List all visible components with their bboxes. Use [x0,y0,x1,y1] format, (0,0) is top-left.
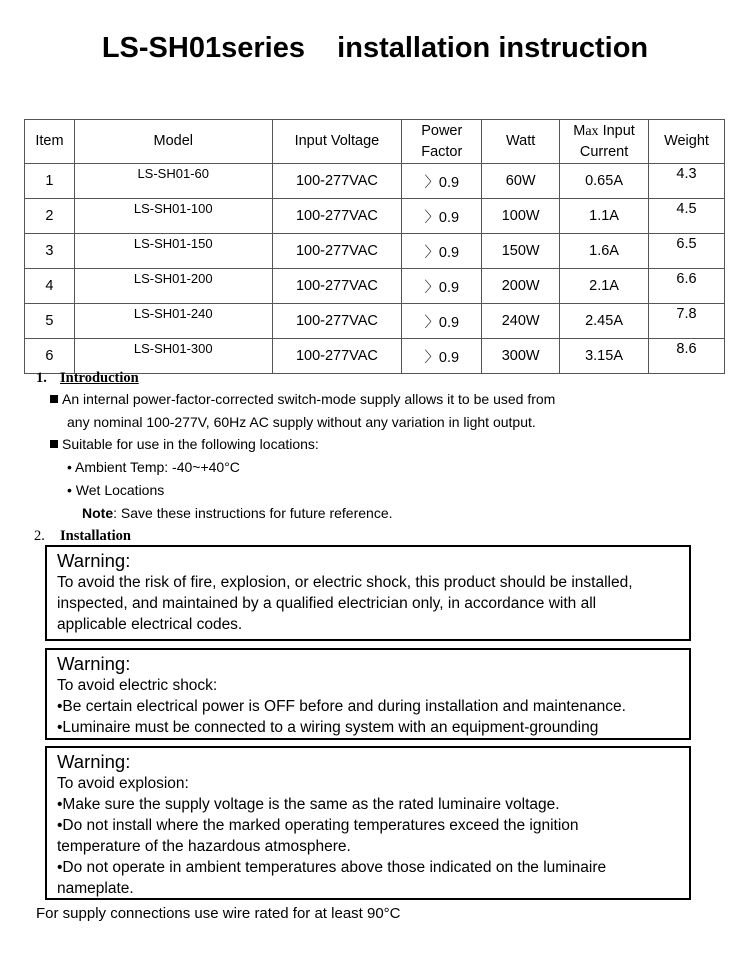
cell-watt: 200W [482,269,560,304]
intro-paragraph-2: Suitable for use in the following locations: [50,436,319,452]
cell-current: 2.45A [560,304,649,339]
cell-item: 4 [25,269,75,304]
warning-line: •Do not install where the marked operating temperatures exceed the ignition [57,817,579,834]
cell-voltage: 100-277VAC [272,234,402,269]
bullet-dot-icon: • [67,459,72,475]
footer-note: For supply connections use wire rated for at least 90°C [36,905,401,922]
cell-power-factor: 〉0.9 [402,339,482,374]
note-line: Note: Save these instructions for future reference. [82,505,393,521]
warning-line: •Luminaire must be connected to a wiring system with an equipment-grounding [57,719,599,736]
warning-box-fire [45,545,691,641]
header-weight: Weight [649,120,725,164]
introduction-heading: 1. Introduction [36,370,139,386]
cell-watt: 240W [482,304,560,339]
cell-voltage: 100-277VAC [272,269,402,304]
cell-model: LS-SH01-150 [74,234,272,269]
intro-paragraph-1-cont: any nominal 100-277V, 60Hz AC supply without any variation in light output. [67,414,536,430]
cell-current: 2.1A [560,269,649,304]
cell-watt: 300W [482,339,560,374]
table-row [25,304,725,339]
warning-line: nameplate. [57,880,134,897]
location-bullet-1: • Ambient Temp: -40~+40°C [67,459,240,475]
cell-voltage: 100-277VAC [272,199,402,234]
cell-model: LS-SH01-300 [74,339,272,374]
header-input-voltage: Input Voltage [272,120,402,164]
cell-voltage: 100-277VAC [272,339,402,374]
cell-item: 1 [25,164,75,199]
warning-box-shock [45,648,691,740]
cell-watt: 100W [482,199,560,234]
table-header-row [25,120,725,164]
cell-power-factor: 〉0.9 [402,234,482,269]
header-item: Item [25,120,75,164]
installation-heading: 2. Installation [34,528,131,544]
cell-model: LS-SH01-240 [74,304,272,339]
warning-line: To avoid electric shock: [57,677,218,694]
cell-weight: 4.3 [649,164,725,199]
table-row [25,234,725,269]
cell-voltage: 100-277VAC [272,164,402,199]
table-row [25,339,725,374]
warning-line: inspected, and maintained by a qualified electrician only, in accordance with all [57,595,597,612]
cell-power-factor: 〉0.9 [402,269,482,304]
cell-current: 1.1A [560,199,649,234]
warning-line: temperature of the hazardous atmosphere. [57,838,351,855]
header-max-input-current: Max Input Current [560,120,649,164]
cell-weight: 6.5 [649,234,725,269]
warning-title: Warning: [57,550,131,571]
cell-current: 1.6A [560,234,649,269]
cell-power-factor: 〉0.9 [402,199,482,234]
cell-model: LS-SH01-60 [74,164,272,199]
cell-item: 2 [25,199,75,234]
spec-table [24,119,725,374]
cell-current: 3.15A [560,339,649,374]
cell-item: 3 [25,234,75,269]
header-power-factor: Power Factor [402,120,482,164]
warning-title: Warning: [57,653,131,674]
warning-line: •Be certain electrical power is OFF before and during installation and maintenance. [57,698,626,715]
warning-line: To avoid explosion: [57,775,189,792]
warning-line: •Make sure the supply voltage is the same as the rated luminaire voltage. [57,796,560,813]
cell-weight: 6.6 [649,269,725,304]
page-title: LS-SH01series installation instruction [101,32,649,64]
bullet-dot-icon: • [67,482,72,498]
cell-voltage: 100-277VAC [272,304,402,339]
warning-line: applicable electrical codes. [57,616,243,633]
warning-box-explosion [45,746,691,900]
cell-watt: 60W [482,164,560,199]
cell-item: 5 [25,304,75,339]
cell-current: 0.65A [560,164,649,199]
table-row [25,199,725,234]
cell-watt: 150W [482,234,560,269]
header-watt: Watt [482,120,560,164]
cell-weight: 7.8 [649,304,725,339]
table-row [25,269,725,304]
table-row [25,164,725,199]
cell-model: LS-SH01-200 [74,269,272,304]
header-model: Model [74,120,272,164]
location-bullet-2: • Wet Locations [67,482,165,498]
warning-line: To avoid the risk of fire, explosion, or electric shock, this product should be installed, [57,574,633,591]
square-bullet-icon [50,395,58,403]
cell-power-factor: 〉0.9 [402,164,482,199]
warning-line: •Do not operate in ambient temperatures above those indicated on the luminaire [57,859,607,876]
intro-paragraph-1: An internal power-factor-corrected switch-mode supply allows it to be used from [50,391,555,407]
cell-model: LS-SH01-100 [74,199,272,234]
cell-weight: 8.6 [649,339,725,374]
square-bullet-icon [50,440,58,448]
warning-title: Warning: [57,751,131,772]
cell-weight: 4.5 [649,199,725,234]
cell-power-factor: 〉0.9 [402,304,482,339]
cell-item: 6 [25,339,75,374]
